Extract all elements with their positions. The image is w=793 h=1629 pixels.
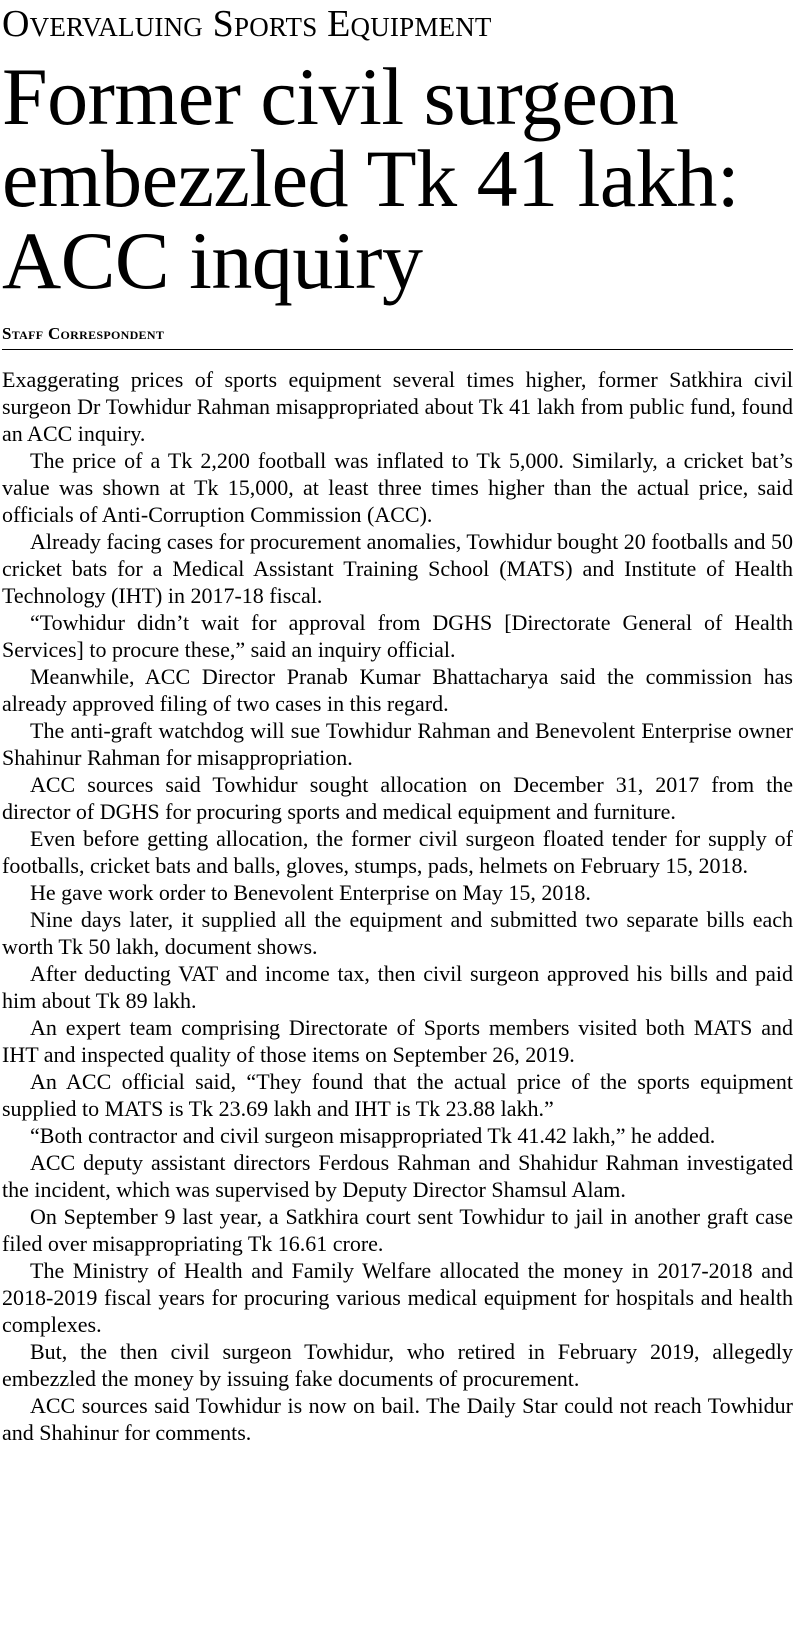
article-paragraph: The price of a Tk 2,200 football was inflated to Tk 5,000. Similarly, a cricket bat’s value was shown at Tk 15,000, at least three times higher than the actual price, said officials of Anti-Corruption Commission (ACC). [2, 448, 793, 527]
article-headline: Former civil surgeon embezzled Tk 41 lakh: ACC inquiry [2, 51, 740, 306]
article-paragraph: ACC sources said Towhidur is now on bail. The Daily Star could not reach Towhidur and Shahinur for comments. [2, 1393, 793, 1445]
byline-divider [2, 349, 793, 350]
article-paragraph: Meanwhile, ACC Director Pranab Kumar Bhattacharya said the commission has already approved filing of two cases in this regard. [2, 664, 793, 716]
article-kicker: Overvaluing Sports Equipment [2, 3, 492, 45]
article-paragraph: An ACC official said, “They found that the actual price of the sports equipment supplied to MATS is Tk 23.69 lakh and IHT is Tk 23.88 lakh.” [2, 1069, 793, 1121]
article-paragraph: Already facing cases for procurement anomalies, Towhidur bought 20 footballs and 50 cricket bats for a Medical Assistant Training School (MATS) and Institute of Health Technology (IHT) in 2017-18 fiscal. [2, 529, 793, 608]
article-paragraph: “Towhidur didn’t wait for approval from DGHS [Directorate General of Health Services] to procure these,” said an inquiry official. [2, 610, 793, 662]
article-paragraph: On September 9 last year, a Satkhira court sent Towhidur to jail in another graft case filed over misappropriating Tk 16.61 crore. [2, 1204, 793, 1256]
article-paragraph: Nine days later, it supplied all the equipment and submitted two separate bills each worth Tk 50 lakh, document shows. [2, 907, 793, 959]
article-body [2, 366, 793, 1446]
article-paragraph: The Ministry of Health and Family Welfare allocated the money in 2017-2018 and 2018-2019 fiscal years for procuring various medical equipment for hospitals and health complexes. [2, 1258, 793, 1337]
article-paragraph: Exaggerating prices of sports equipment several times higher, former Satkhira civil surgeon Dr Towhidur Rahman misappropriated about Tk 41 lakh from public fund, found an ACC inquiry. [2, 367, 793, 446]
article-paragraph: ACC deputy assistant directors Ferdous Rahman and Shahidur Rahman investigated the incident, which was supervised by Deputy Director Shamsul Alam. [2, 1150, 793, 1202]
article-paragraph: Even before getting allocation, the former civil surgeon floated tender for supply of footballs, cricket bats and balls, gloves, stumps, pads, helmets on February 15, 2018. [2, 826, 793, 878]
article-paragraph: “Both contractor and civil surgeon misappropriated Tk 41.42 lakh,” he added. [30, 1123, 716, 1148]
article-byline: Staff Correspondent [2, 324, 165, 343]
article-paragraph: He gave work order to Benevolent Enterprise on May 15, 2018. [30, 880, 591, 905]
article-paragraph: The anti-graft watchdog will sue Towhidur Rahman and Benevolent Enterprise owner Shahinur Rahman for misappropriation. [2, 718, 793, 770]
article-paragraph: But, the then civil surgeon Towhidur, who retired in February 2019, allegedly embezzled the money by issuing fake documents of procurement. [2, 1339, 793, 1391]
article-paragraph: An expert team comprising Directorate of Sports members visited both MATS and IHT and inspected quality of those items on September 26, 2019. [2, 1015, 793, 1067]
article-paragraph: ACC sources said Towhidur sought allocation on December 31, 2017 from the director of DGHS for procuring sports and medical equipment and furniture. [2, 772, 793, 824]
article-paragraph: After deducting VAT and income tax, then civil surgeon approved his bills and paid him about Tk 89 lakh. [2, 961, 793, 1013]
news-article [2, 0, 793, 1446]
